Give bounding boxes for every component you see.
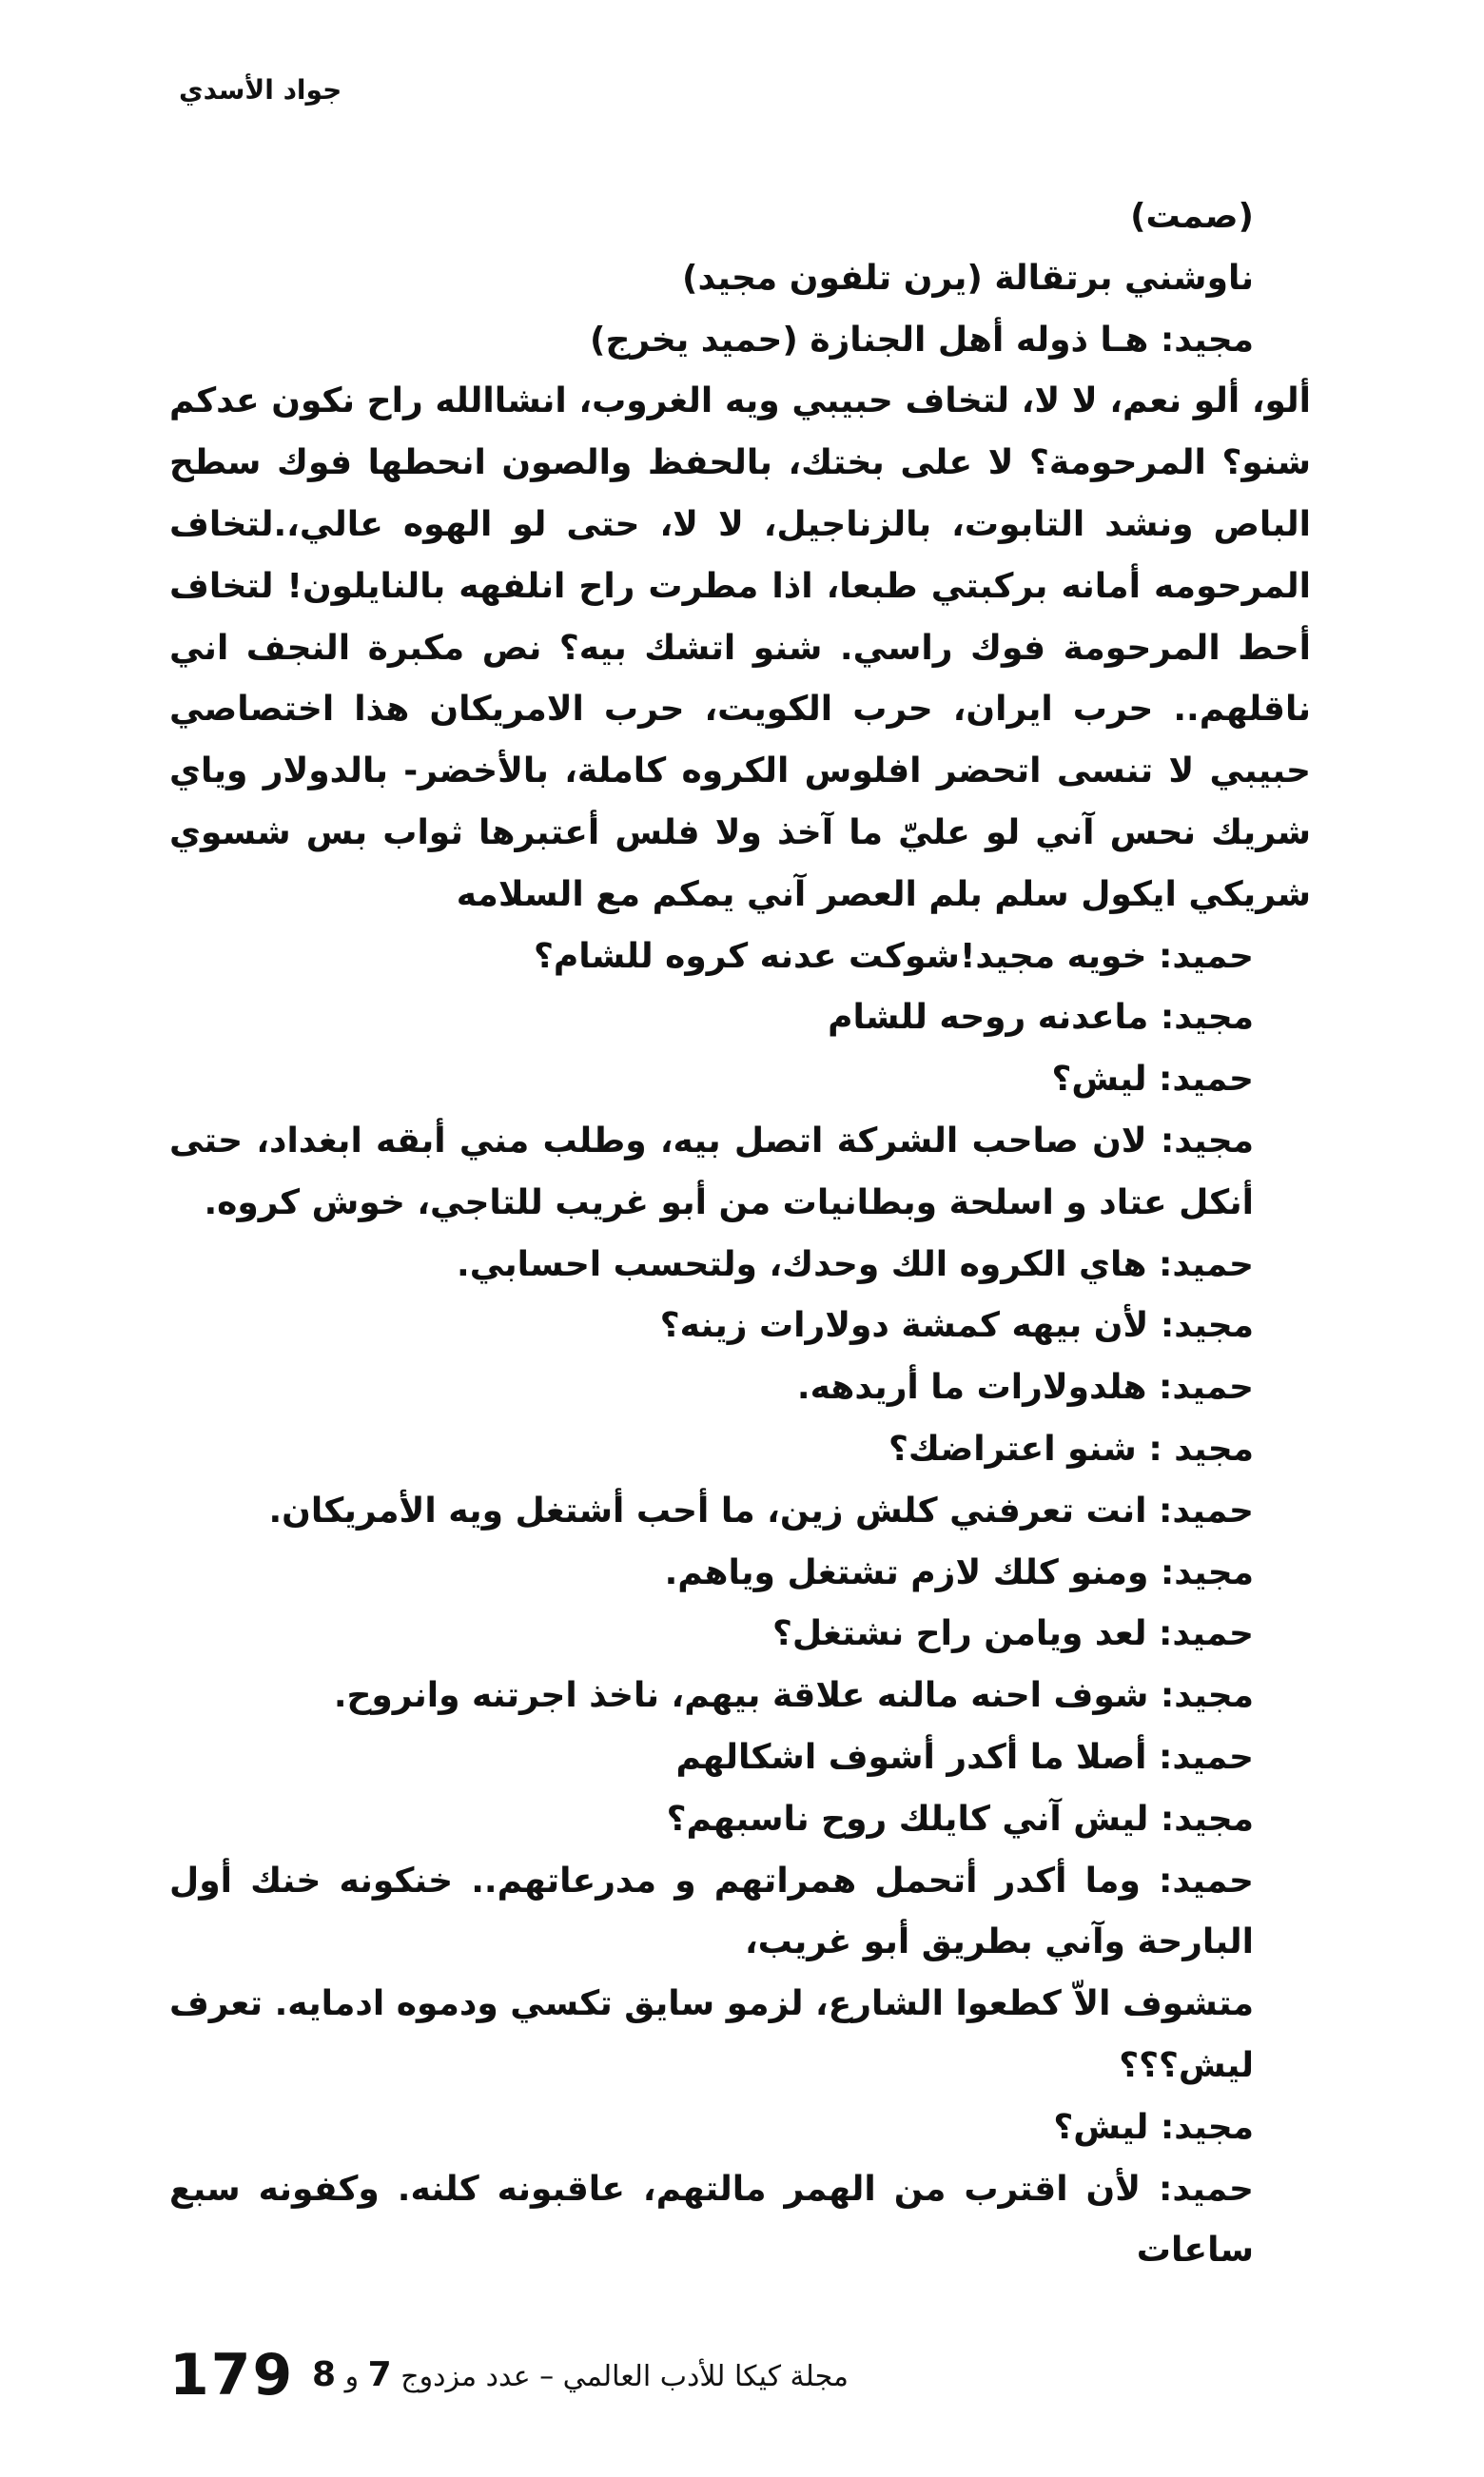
- paragraph: ناوشني برتقالة (يرن تلفون مجيد): [682, 258, 1254, 298]
- paragraph: حميد: وما أكدر أتحمل همراتهم و مدرعاتهم.. خنكونه خنك أول البارحة وآني بطريق أبو غريب،: [169, 1861, 1254, 1962]
- paragraph: مجيد: هـا ذوله أهل الجنازة (حميد يخرج): [589, 320, 1254, 360]
- page-number: 179: [169, 2342, 295, 2409]
- paragraph: مجيد: لأن بيهه كمشة دولارات زينه؟: [659, 1306, 1254, 1346]
- issue-number-a: 7: [367, 2355, 392, 2394]
- paragraph: مجيد: ومنو كلك لازم تشتغل وياهم.: [664, 1552, 1254, 1592]
- issue-separator: و: [336, 2360, 368, 2393]
- paragraph: (صمت): [1130, 197, 1254, 236]
- body-text: [169, 186, 1311, 2282]
- paragraph: حميد: خويه مجيد!شوكت عدنه كروه للشام؟: [534, 936, 1254, 976]
- running-head-author: جواد الأسدي: [179, 74, 342, 106]
- paragraph: حميد: انت تعرفني كلش زين، ما أحب أشتغل ويه الأمريكان.: [268, 1491, 1254, 1531]
- paragraph: مجيد: ليش؟: [1053, 2107, 1254, 2147]
- paragraph: حميد: هاي الكروه الك وحدك، ولتحسب احسابي.: [457, 1244, 1254, 1284]
- paragraph: حميد: لأن اقترب من الهمر مالتهم، عاقبونه كلنه. وكفونه سبع ساعات: [169, 2169, 1254, 2271]
- paragraph: مجيد: ماعدنه روحه للشام: [828, 998, 1254, 1038]
- paragraph: مجيد: شوف احنه مالنه علاقة بيهم، ناخذ اجرتنه وانروح.: [333, 1676, 1254, 1716]
- paragraph: حميد: ليش؟: [1051, 1060, 1254, 1100]
- paragraph: مجيد : شنو اعتراضك؟: [888, 1429, 1254, 1469]
- paragraph: حميد: هلدولارات ما أريدهه.: [796, 1368, 1254, 1408]
- paragraph: ألو، ألو نعم، لا لا، لتخاف حبيبي ويه الغروب، انشاالله راح نكون عدكم شنو؟ المرحومة؟ لا على بختك، بالحفظ والصون انحطها فوك سطح الباص ونشد التابوت، بالزناجيل، لا لا، حتى لو الهوه عالي،.لتخاف المرحومه أمانه بركبتي طبعا، اذا مطرت راح انلفهه بالنايلون! لتخاف أحط المرحومة فوك راسي. شنو اتشك بيه؟ نص مكبرة النجف اني ناقلهم.. حرب ايران، حرب الكويت، حرب الامريكان هذا اختصاصي حبيبي لا تنسى اتحضر افلوس الكروه كاملة، بالأخضر- بالدولار وياي شريك نحس آني لو عليّ ما آخذ ولا فلس أعتبرها ثواب بس شسوي شريكي ايكول سلم بلم العصر آني يمكم مع السلامه: [169, 381, 1311, 914]
- journal-citation: [312, 2350, 849, 2403]
- paragraph: حميد: أصلا ما أكدر أشوف اشكالهم: [675, 1737, 1254, 1777]
- paragraph: مجيد: لان صاحب الشركة اتصل بيه، وطلب مني أبقه ابغداد، حتى أنكل عتاد و اسلحة وبطانيات من أبو غريب للتاجي، خوش كروه.: [169, 1121, 1254, 1222]
- journal-name: مجلة كيكا للأدب العالمي – عدد مزدوج: [400, 2360, 849, 2393]
- paragraph: متشوف الاّ كطعوا الشارع، لزمو سايق تكسي ودموه ادمايه. تعرف ليش؟؟؟: [168, 1984, 1254, 2085]
- paragraph: حميد: لعد ويامن راح نشتغل؟: [771, 1614, 1254, 1654]
- page-footer: [169, 2342, 1311, 2409]
- issue-number-b: 8: [312, 2355, 337, 2394]
- paragraph: مجيد: ليش آني كايلك روح ناسبهم؟: [666, 1799, 1254, 1839]
